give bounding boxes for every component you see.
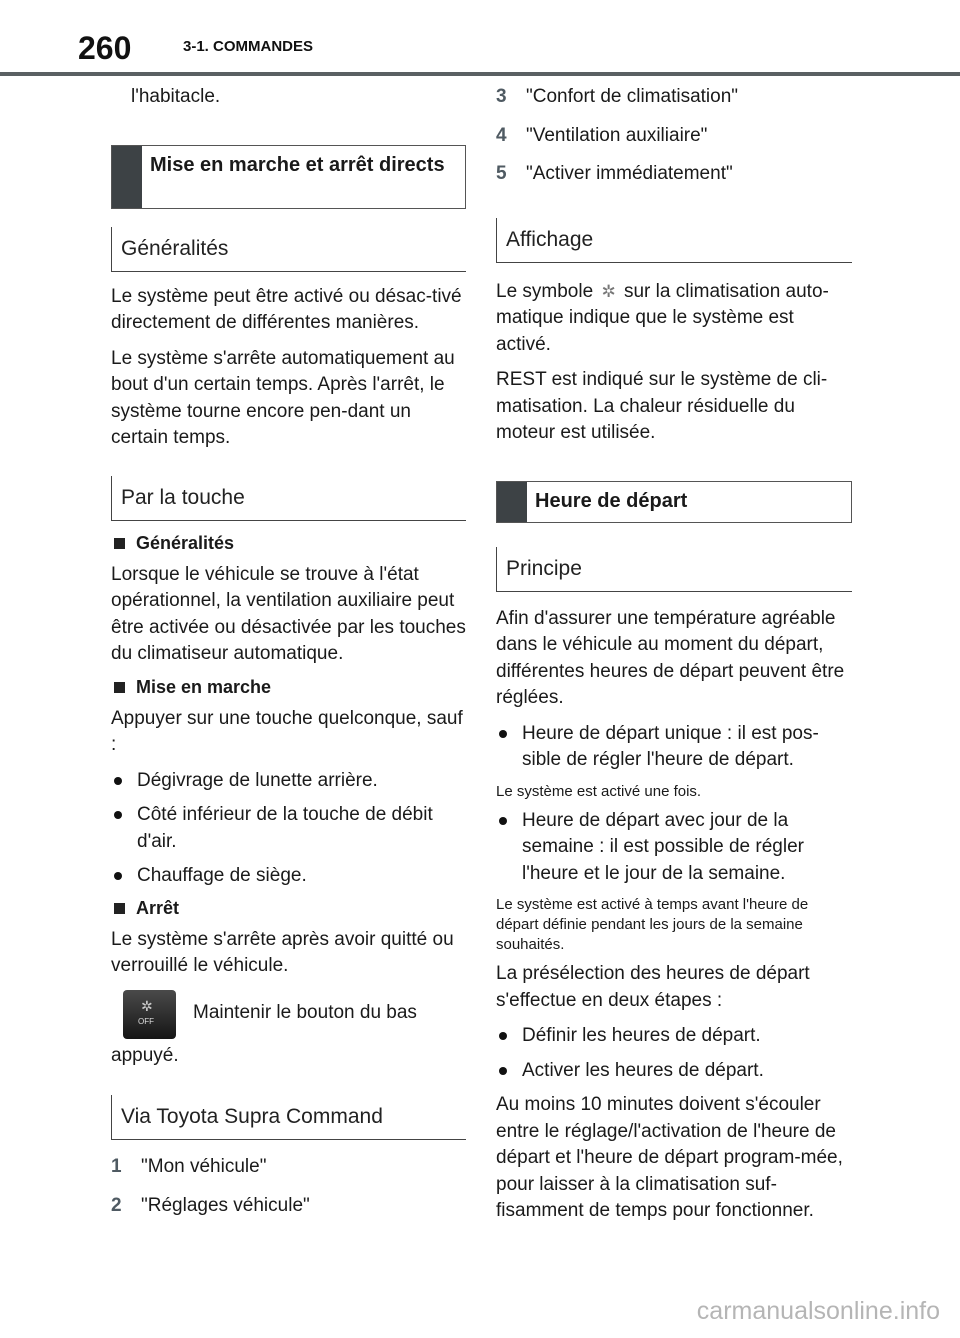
- minor-heading-generalites: [111, 533, 466, 554]
- minor-heading-text: Arrêt: [136, 897, 180, 918]
- bullet-text: Dégivrage de lunette arrière.: [137, 769, 378, 791]
- page-header: [0, 0, 960, 78]
- square-bullet-icon: [114, 538, 125, 549]
- off-button-instruction: [111, 990, 466, 1039]
- section-bar: [497, 482, 527, 522]
- bullet-item: [111, 863, 466, 890]
- bullet-item: [496, 1058, 852, 1085]
- bullet-dot-icon: [114, 872, 122, 880]
- square-bullet-icon: [114, 903, 125, 914]
- bullet-item: [111, 802, 466, 855]
- paragraph: Le système s'arrête après avoir quitté ou verrouillé le véhicule.: [111, 928, 454, 976]
- off-label: OFF: [138, 1016, 154, 1026]
- fan-icon: ✲: [601, 281, 616, 301]
- note-text: Le système est activé à temps avant l'heure de départ définie pendant les jours de la semaine souhaités.: [496, 896, 809, 953]
- bullet-text: Côté inférieur de la touche de débit d'air.: [137, 804, 433, 852]
- minor-heading-mise-en-marche: [111, 677, 466, 698]
- watermark: carmanualsonline.info: [696, 1297, 940, 1325]
- step-item: [111, 1193, 466, 1220]
- step-number: 1: [111, 1156, 122, 1177]
- bullet-dot-icon: [114, 811, 122, 819]
- step-item: [111, 1154, 466, 1181]
- button-instruction-text: Maintenir le bouton du bas: [193, 1001, 417, 1023]
- step-item: [496, 161, 852, 188]
- bullet-item: [496, 721, 852, 774]
- section-title: Mise en marche et arrêt directs: [150, 153, 445, 176]
- paragraph: Le système s'arrête automatiquement au bout d'un certain temps. Après l'arrêt, le système tourne encore pen-dant un certain temps.: [111, 347, 455, 448]
- subheading-via-supra-command: Via Toyota Supra Command: [111, 1095, 466, 1140]
- fan-off-button-image: [123, 990, 176, 1039]
- bullet-text: Heure de départ unique : il est pos-sible de régler l'heure de départ.: [522, 722, 819, 770]
- step-text: "Confort de climatisation": [526, 86, 739, 107]
- bullet-text: Heure de départ avec jour de la semaine : il est possible de régler l'heure et le jour de la semaine.: [522, 809, 804, 884]
- paragraph: Afin d'assurer une température agréable dans le véhicule au moment du départ, différentes heures de départ peuvent être réglées.: [496, 607, 845, 708]
- paragraph: Au moins 10 minutes doivent s'écouler entre le réglage/l'activation de l'heure de départ et l'heure de départ program-mée, pour laisser à la climatisation suf-fisamment de temps pour fonctionner.: [496, 1094, 843, 1221]
- square-bullet-icon: [114, 682, 125, 693]
- step-text: "Réglages véhicule": [141, 1194, 310, 1216]
- paragraph-text: sur la climatisation auto-matique indique que le système est activé.: [496, 280, 829, 355]
- step-item: [496, 84, 852, 111]
- bullet-text: Chauffage de siège.: [137, 865, 307, 886]
- minor-heading-arret: [111, 898, 466, 919]
- section-heading-mise-en-marche: [111, 145, 466, 209]
- step-number: 5: [496, 163, 507, 184]
- paragraph: Le système peut être activé ou désac-tivé directement de différentes manières.: [111, 285, 462, 333]
- section-bar: [112, 146, 142, 208]
- intro-text: l'habitacle.: [131, 86, 221, 107]
- bullet-item: [496, 1023, 852, 1050]
- bullet-item: [111, 768, 466, 795]
- paragraph: La présélection des heures de départ s'effectue en deux étapes :: [496, 963, 810, 1011]
- bullet-dot-icon: [499, 817, 507, 825]
- subheading-par-la-touche: Par la touche: [111, 476, 466, 521]
- subheading-affichage: Affichage: [496, 218, 852, 263]
- step-item: [496, 123, 852, 150]
- minor-heading-text: Généralités: [136, 532, 235, 553]
- note-text: Le système est activé une fois.: [496, 782, 702, 800]
- bullet-dot-icon: [499, 1032, 507, 1040]
- paragraph: Appuyer sur une touche quelconque, sauf :: [111, 707, 463, 755]
- paragraph-symbol: [496, 279, 852, 359]
- step-text: "Ventilation auxiliaire": [526, 124, 708, 146]
- bullet-text: Activer les heures de départ.: [522, 1059, 764, 1081]
- step-text: "Activer immédiatement": [526, 163, 733, 184]
- header-divider: [0, 72, 960, 76]
- subheading-principe: Principe: [496, 547, 852, 592]
- section-title: Heure de départ: [535, 489, 688, 512]
- fan-icon: ✲: [141, 997, 153, 1014]
- step-text: "Mon véhicule": [141, 1156, 267, 1177]
- chapter-title: 3-1. COMMANDES: [183, 38, 314, 55]
- paragraph-text: Le symbole: [496, 280, 594, 302]
- paragraph: Lorsque le véhicule se trouve à l'état opérationnel, la ventilation auxiliaire peut être activée ou désactivée par les touches du climatiseur automatique.: [111, 563, 466, 664]
- bullet-dot-icon: [114, 777, 122, 785]
- paragraph: REST est indiqué sur le système de cli-matisation. La chaleur résiduelle du moteur est utilisée.: [496, 369, 828, 443]
- step-number: 3: [496, 86, 507, 107]
- bullet-item: [496, 808, 852, 888]
- left-column: [111, 84, 466, 1231]
- minor-heading-text: Mise en marche: [136, 676, 272, 697]
- section-heading-heure-de-depart: [496, 481, 852, 523]
- step-number: 2: [111, 1194, 122, 1216]
- button-instruction-text-cont: appuyé.: [111, 1044, 179, 1066]
- step-number: 4: [496, 124, 507, 146]
- subheading-generalites: Généralités: [111, 227, 466, 272]
- right-column: [496, 84, 852, 1234]
- bullet-dot-icon: [499, 1067, 507, 1075]
- page-number: 260: [78, 30, 132, 66]
- bullet-dot-icon: [499, 730, 507, 738]
- bullet-text: Définir les heures de départ.: [522, 1025, 761, 1046]
